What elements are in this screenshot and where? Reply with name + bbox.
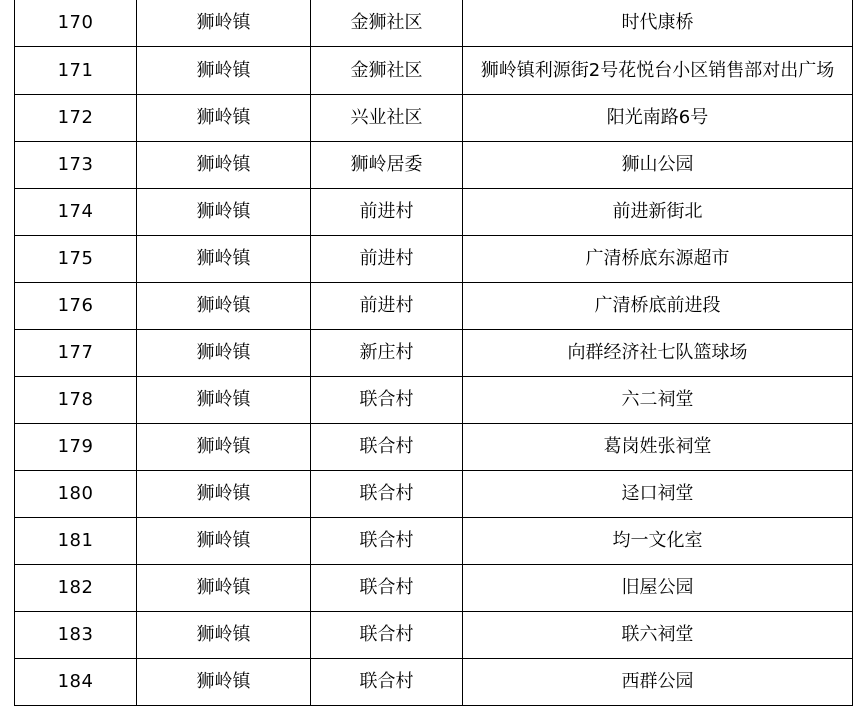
- cell-community: 新庄村: [311, 330, 463, 377]
- cell-address: 联六祠堂: [463, 612, 853, 659]
- table-row: [15, 236, 853, 283]
- cell-community: 联合村: [311, 471, 463, 518]
- cell-address: 时代康桥: [463, 0, 853, 47]
- cell-town: 狮岭镇: [137, 377, 311, 424]
- table-row: [15, 95, 853, 142]
- cell-index: 176: [15, 283, 137, 330]
- table-row: [15, 0, 853, 47]
- cell-town: 狮岭镇: [137, 95, 311, 142]
- cell-town: 狮岭镇: [137, 612, 311, 659]
- cell-index: 178: [15, 377, 137, 424]
- table-row: [15, 283, 853, 330]
- table-row: [15, 424, 853, 471]
- cell-index: 171: [15, 47, 137, 95]
- cell-town: 狮岭镇: [137, 236, 311, 283]
- cell-address: 广清桥底前进段: [463, 283, 853, 330]
- cell-address: 旧屋公园: [463, 565, 853, 612]
- cell-town: 狮岭镇: [137, 189, 311, 236]
- cell-community: 联合村: [311, 659, 463, 706]
- cell-town: 狮岭镇: [137, 47, 311, 95]
- cell-index: 172: [15, 95, 137, 142]
- table-row: [15, 330, 853, 377]
- cell-address: 六二祠堂: [463, 377, 853, 424]
- cell-town: 狮岭镇: [137, 659, 311, 706]
- cell-index: 180: [15, 471, 137, 518]
- cell-community: 联合村: [311, 377, 463, 424]
- cell-town: 狮岭镇: [137, 424, 311, 471]
- cell-town: 狮岭镇: [137, 330, 311, 377]
- cell-index: 173: [15, 142, 137, 189]
- locations-table: [14, 0, 853, 706]
- table-row: [15, 377, 853, 424]
- cell-address: 广清桥底东源超市: [463, 236, 853, 283]
- table-row: [15, 518, 853, 565]
- table-row: [15, 142, 853, 189]
- table-row: [15, 612, 853, 659]
- cell-index: 175: [15, 236, 137, 283]
- cell-community: 前进村: [311, 283, 463, 330]
- cell-index: 174: [15, 189, 137, 236]
- cell-town: 狮岭镇: [137, 0, 311, 47]
- cell-address: 迳口祠堂: [463, 471, 853, 518]
- cell-index: 179: [15, 424, 137, 471]
- cell-address: 狮山公园: [463, 142, 853, 189]
- cell-index: 183: [15, 612, 137, 659]
- table-row: [15, 47, 853, 95]
- cell-town: 狮岭镇: [137, 283, 311, 330]
- cell-community: 联合村: [311, 565, 463, 612]
- table-body: [15, 0, 853, 706]
- cell-index: 177: [15, 330, 137, 377]
- cell-community: 兴业社区: [311, 95, 463, 142]
- cell-town: 狮岭镇: [137, 142, 311, 189]
- cell-address: 葛岗姓张祠堂: [463, 424, 853, 471]
- cell-index: 182: [15, 565, 137, 612]
- cell-community: 狮岭居委: [311, 142, 463, 189]
- cell-address: 均一文化室: [463, 518, 853, 565]
- table-row: [15, 659, 853, 706]
- cell-town: 狮岭镇: [137, 518, 311, 565]
- cell-community: 前进村: [311, 189, 463, 236]
- cell-index: 170: [15, 0, 137, 47]
- cell-address: 阳光南路6号: [463, 95, 853, 142]
- table-row: [15, 189, 853, 236]
- cell-address: 西群公园: [463, 659, 853, 706]
- table-row: [15, 471, 853, 518]
- cell-community: 联合村: [311, 612, 463, 659]
- cell-index: 184: [15, 659, 137, 706]
- cell-address: 向群经济社七队篮球场: [463, 330, 853, 377]
- cell-town: 狮岭镇: [137, 565, 311, 612]
- cell-community: 金狮社区: [311, 47, 463, 95]
- cell-community: 联合村: [311, 424, 463, 471]
- cell-community: 金狮社区: [311, 0, 463, 47]
- cell-community: 联合村: [311, 518, 463, 565]
- cell-town: 狮岭镇: [137, 471, 311, 518]
- cell-address: 狮岭镇利源街2号花悦台小区销售部对出广场: [463, 47, 853, 95]
- cell-address: 前进新街北: [463, 189, 853, 236]
- cell-community: 前进村: [311, 236, 463, 283]
- table-row: [15, 565, 853, 612]
- cell-index: 181: [15, 518, 137, 565]
